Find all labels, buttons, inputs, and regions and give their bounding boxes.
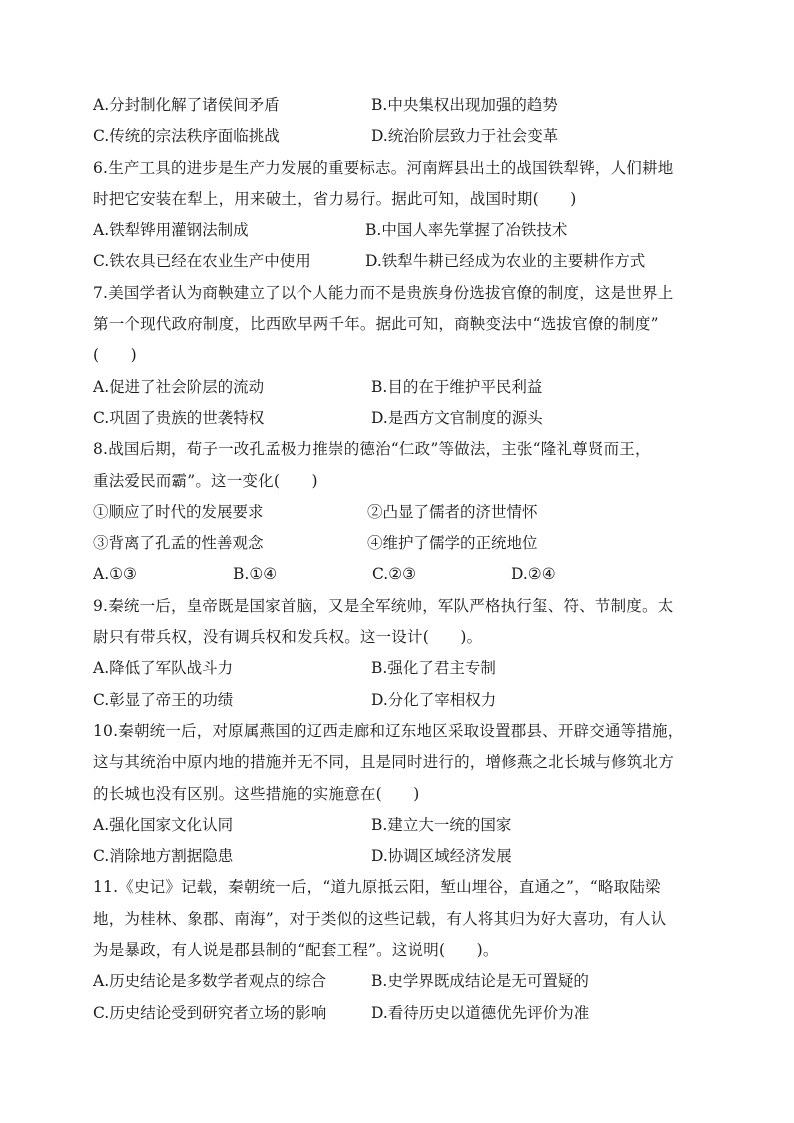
q9-option-d[interactable]: D.分化了宰相权力	[371, 690, 497, 709]
q6-stem-line-1: 6.生产工具的进步是生产力发展的重要标志。河南辉县出土的战国铁犁铧，人们耕地	[93, 158, 674, 177]
q8-stem-line-2: 重法爱民而霸”。这一变化( )	[93, 471, 318, 490]
q8-option-b[interactable]: B.①④	[233, 565, 278, 584]
q7-options-row-1	[93, 372, 713, 403]
q10-options-row-2	[93, 841, 713, 872]
q8-option-a[interactable]: A.①③	[93, 565, 137, 584]
q8-statements-row-1	[93, 497, 713, 528]
q7-stem-line-2: 第一个现代政府制度，比西欧早两千年。据此可知，商鞅变法中“选拔官僚的制度”	[93, 315, 659, 334]
q8-statement-1: ①顺应了时代的发展要求	[93, 502, 264, 521]
q9-option-b[interactable]: B.强化了君主专制	[371, 659, 496, 678]
q8-statement-3: ③背离了孔孟的性善观念	[93, 534, 264, 553]
q6-option-d[interactable]: D.铁犁牛耕已经成为农业的主要耕作方式	[365, 252, 646, 271]
q10-stem-line-1: 10.秦朝统一后，对原属燕国的辽西走廊和辽东地区采取设置郡县、开辟交通等措施，	[93, 721, 684, 740]
q11-option-c[interactable]: C.历史结论受到研究者立场的影响	[93, 1003, 327, 1022]
q8-option-c[interactable]: C.②③	[372, 565, 417, 584]
q11-option-a[interactable]: A.历史结论是多数学者观点的综合	[93, 972, 327, 991]
q7-stem-line-1: 7.美国学者认为商鞅建立了以个人能力而不是贵族身份选拔官僚的制度，这是世界上	[93, 283, 674, 302]
q5-options-row-1	[93, 90, 713, 121]
q6-option-c[interactable]: C.铁农具已经在农业生产中使用	[93, 252, 311, 271]
q11-options-row-2	[93, 998, 713, 1029]
q9-stem-line-1: 9.秦统一后，皇帝既是国家首脑，又是全军统帅，军队严格执行玺、符、节制度。太	[93, 596, 674, 615]
q7-stem-line-3: ( )	[93, 346, 137, 365]
q5-options-row-2	[93, 121, 713, 152]
q11-options-row-1	[93, 966, 713, 997]
q6-option-b[interactable]: B.中国人率先掌握了冶铁技术	[365, 221, 568, 240]
q6-options-row-2	[93, 246, 713, 277]
q7-option-b[interactable]: B.目的在于维护平民利益	[371, 377, 543, 396]
q10-option-c[interactable]: C.消除地方割据隐患	[93, 847, 234, 866]
q6-options-row-1	[93, 215, 713, 246]
q9-options-row-1	[93, 653, 713, 684]
q8-stem-line-1: 8.战国后期，荀子一改孔孟极力推崇的德治“仁政”等做法，主张“隆礼尊贤而王，	[93, 440, 651, 459]
q7-option-a[interactable]: A.促进了社会阶层的流动	[93, 377, 265, 396]
q6-stem-line-2: 时把它安装在犁上，用来破土，省力易行。据此可知，战国时期( )	[93, 189, 577, 208]
q7-options-row-2	[93, 403, 713, 434]
q9-options-row-2	[93, 685, 713, 716]
q5-option-c[interactable]: C.传统的宗法秩序面临挑战	[93, 127, 280, 146]
q10-stem-line-2: 这与其统治中原内地的措施并无不同，且是同时进行的，增修燕之北长城与修筑北方	[93, 753, 674, 772]
q10-option-d[interactable]: D.协调区域经济发展	[371, 847, 512, 866]
q11-stem-line-3: 为是暴政，有人说是郡县制的“配套工程”。这说明( )。	[93, 941, 499, 960]
q8-statement-2: ②凸显了儒者的济世情怀	[367, 502, 538, 521]
q5-option-b[interactable]: B.中央集权出现加强的趋势	[371, 96, 558, 114]
exam-page	[93, 90, 713, 1029]
q8-option-d[interactable]: D.②④	[511, 565, 556, 584]
q8-statements-row-2	[93, 528, 713, 559]
q7-option-d[interactable]: D.是西方文官制度的源头	[371, 408, 543, 427]
q10-options-row-1	[93, 810, 713, 841]
q11-stem-line-1: 11.《史记》记载，秦朝统一后，“道九原抵云阳，堑山埋谷，直通之”，“略取陆梁	[93, 878, 661, 897]
q9-option-a[interactable]: A.降低了军队战斗力	[93, 659, 234, 678]
q7-option-c[interactable]: C.巩固了贵族的世袭特权	[93, 408, 265, 427]
q6-option-a[interactable]: A.铁犁铧用灌钢法制成	[93, 221, 249, 240]
q10-option-b[interactable]: B.建立大一统的国家	[371, 815, 512, 834]
q5-option-a[interactable]: A.分封制化解了诸侯间矛盾	[93, 96, 280, 114]
q11-option-b[interactable]: B.史学界既成结论是无可置疑的	[371, 972, 589, 991]
q11-stem-line-2: 地，为桂林、象郡、南海”，对于类似的这些记载，有人将其归为好大喜功，有人认	[93, 909, 667, 928]
q9-stem-line-2: 尉只有带兵权，没有调兵权和发兵权。这一设计( )。	[93, 628, 483, 647]
q9-option-c[interactable]: C.彰显了帝王的功绩	[93, 690, 234, 709]
q8-statement-4: ④维护了儒学的正统地位	[367, 534, 538, 553]
q11-option-d[interactable]: D.看待历史以道德优先评价为准	[371, 1003, 590, 1022]
q8-options-row	[93, 559, 713, 590]
q5-option-d[interactable]: D.统治阶层致力于社会变革	[371, 127, 559, 146]
q10-stem-line-3: 的长城也没有区别。这些措施的实施意在( )	[93, 784, 420, 803]
q10-option-a[interactable]: A.强化国家文化认同	[93, 815, 234, 834]
